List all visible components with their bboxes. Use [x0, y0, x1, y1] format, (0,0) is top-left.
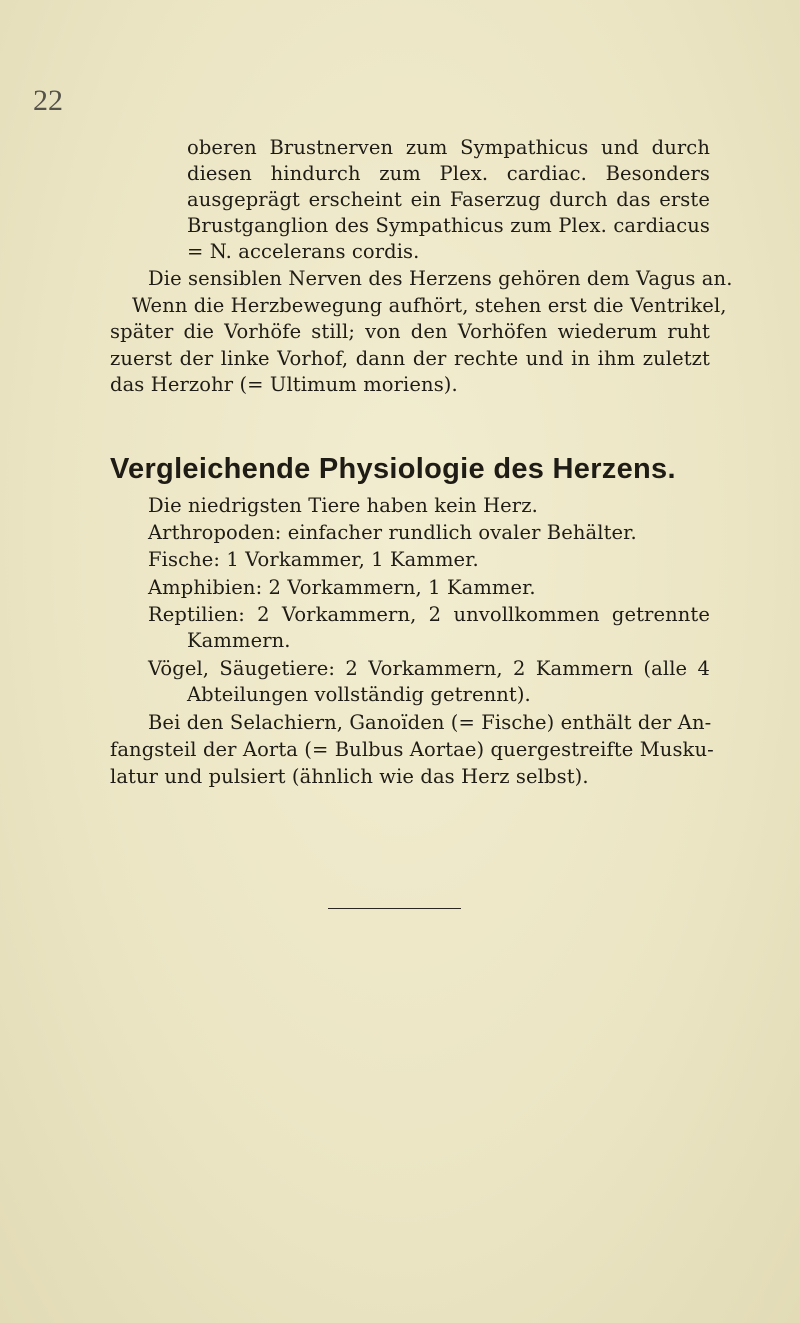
- text-line: das Herzohr (= Ultimum moriens).: [110, 373, 458, 396]
- text-line: Wenn die Herzbewegung aufhört, stehen erst die Ventrikel,: [132, 294, 727, 317]
- text-line: Abteilungen vollständig getrennt).: [187, 683, 531, 706]
- text-line: = N. accelerans cordis.: [187, 240, 420, 263]
- section-heading: Vergleichende Physiologie des Herzens.: [110, 453, 676, 485]
- text-line: fangsteil der Aorta (= Bulbus Aortae) quergestreifte Musku-: [110, 738, 714, 761]
- text-line: Die niedrigsten Tiere haben kein Herz.: [148, 494, 538, 517]
- text-line: oberen Brustnerven zum Sympathicus und durch: [187, 136, 710, 159]
- text-line: Amphibien: 2 Vorkammern, 1 Kammer.: [148, 576, 536, 599]
- text-line: Arthropoden: einfacher rundlich ovaler Behälter.: [148, 521, 637, 544]
- text-line: Die sensiblen Nerven des Herzens gehören dem Vagus an.: [148, 267, 733, 290]
- horizontal-rule: [328, 908, 461, 909]
- text-line: zuerst der linke Vorhof, dann der rechte und in ihm zuletzt: [110, 347, 710, 370]
- page-number: 22: [33, 84, 63, 117]
- text-line: latur und pulsiert (ähnlich wie das Herz selbst).: [110, 765, 589, 788]
- text-line: Kammern.: [187, 629, 291, 652]
- text-line: Reptilien: 2 Vorkammern, 2 unvollkommen getrennte: [148, 603, 710, 626]
- text-line: Brustganglion des Sympathicus zum Plex. cardiacus: [187, 214, 710, 237]
- text-line: Fische: 1 Vorkammer, 1 Kammer.: [148, 548, 479, 571]
- text-line: diesen hindurch zum Plex. cardiac. Besonders: [187, 162, 710, 185]
- text-line: Vögel, Säugetiere: 2 Vorkammern, 2 Kammern (alle 4: [148, 657, 710, 680]
- text-line: später die Vorhöfe still; von den Vorhöfen wiederum ruht: [110, 320, 710, 343]
- text-line: ausgeprägt erscheint ein Faserzug durch das erste: [187, 188, 710, 211]
- text-line: Bei den Selachiern, Ganoïden (= Fische) enthält der An-: [148, 711, 712, 734]
